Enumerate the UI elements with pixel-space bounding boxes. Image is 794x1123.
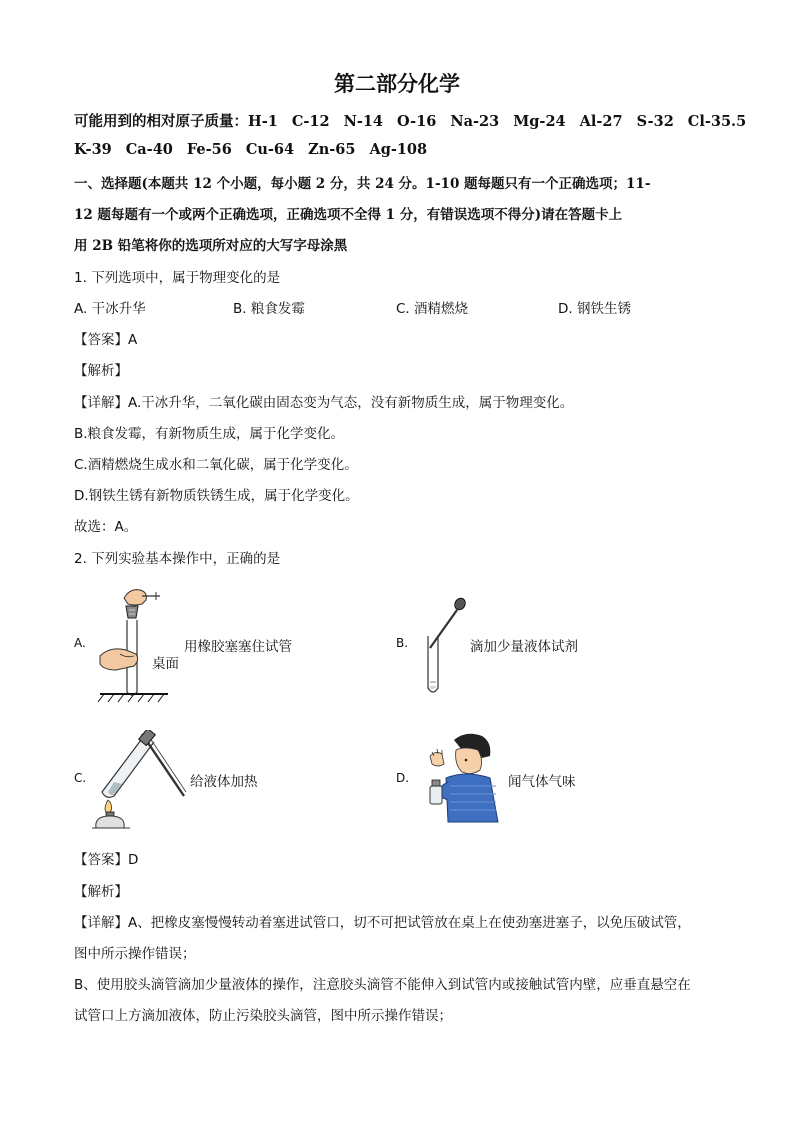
q2-detail-line: 【详解】A、把橡皮塞慢慢转动着塞进试管口，切不可把试管放在桌上在使劲塞进塞子，以免压破试管，	[74, 915, 691, 931]
atomic-mass-item: Ca-40	[125, 141, 173, 158]
section-instruction-line-3: 用 2B 铅笔将你的选项所对应的大写字母涂黑	[74, 238, 348, 254]
q1-option-c	[396, 297, 468, 317]
q1-detail-line: D.钢铁生锈有新物质铁锈生成，属于化学变化。	[74, 488, 359, 504]
option-letter: A.	[74, 301, 88, 317]
q1-detail-line: B.粮食发霉，有新物质生成，属于化学变化。	[74, 426, 345, 442]
q1-detail-line: 故选：A。	[74, 519, 138, 535]
q1-detail-line: 【详解】A.干冰升华，二氧化碳由固态变为气态，没有新物质生成，属于物理变化。	[74, 395, 574, 411]
question-2-stem: 2. 下列实验基本操作中，正确的是	[74, 551, 281, 567]
question-1-stem: 1. 下列选项中，属于物理变化的是	[74, 270, 281, 286]
atomic-mass-item: H-1	[248, 113, 278, 130]
q2-analysis-label: 【解析】	[74, 884, 128, 900]
atomic-mass-line-2	[74, 141, 441, 158]
option-letter: C.	[396, 301, 410, 317]
q2-option-a-table-label: 桌面	[152, 656, 179, 672]
q2-detail-line: 图中所示操作错误；	[74, 946, 196, 962]
heating-liquid-image	[86, 730, 190, 830]
dropper-image	[420, 596, 470, 698]
q2-option-c-letter: C.	[74, 771, 87, 785]
option-letter: B.	[233, 301, 247, 317]
atomic-mass-item: C-12	[291, 113, 330, 130]
q1-answer: 【答案】A	[74, 332, 138, 348]
atomic-mass-item: O-16	[397, 113, 437, 130]
option-letter: D.	[558, 301, 573, 317]
q1-detail-line: C.酒精燃烧生成水和二氧化碳，属于化学变化。	[74, 457, 358, 473]
atomic-mass-item: Cl-35.5	[687, 113, 747, 130]
stopper-test-tube-image	[96, 584, 186, 704]
q2-answer: 【答案】D	[74, 852, 139, 868]
page-title: 第二部分化学	[334, 71, 460, 96]
q2-detail-line: 试管口上方滴加液体，防止污染胶头滴管，图中所示操作错误；	[74, 1008, 452, 1024]
q2-option-d-letter: D.	[396, 771, 410, 785]
option-text: 干冰升华	[91, 301, 146, 317]
atomic-mass-item: S-32	[636, 113, 674, 130]
q1-analysis-label: 【解析】	[74, 363, 128, 379]
atomic-mass-item: Cu-64	[245, 141, 295, 158]
section-instruction-line-2: 12 题每题有一个或两个正确选项，正确选项不全得 1 分，有错误选项不得分)请在答题卡上	[74, 207, 623, 223]
q1-option-a	[74, 297, 146, 317]
atomic-mass-line-1	[74, 110, 746, 131]
q2-option-d-caption: 闻气体气味	[508, 774, 576, 790]
option-text: 酒精燃烧	[414, 301, 469, 317]
atomic-mass-item: Ag-108	[369, 141, 428, 158]
q1-option-d	[558, 297, 631, 317]
option-text: 钢铁生锈	[576, 301, 631, 317]
atomic-mass-item: Mg-24	[513, 113, 566, 130]
q2-option-b-caption: 滴加少量液体试剂	[470, 639, 578, 655]
q2-option-c-caption: 给液体加热	[190, 774, 258, 790]
q2-option-b-letter: B.	[396, 636, 409, 650]
atomic-mass-item: N-14	[343, 113, 384, 130]
smelling-gas-image	[426, 730, 504, 824]
option-text: 粮食发霉	[250, 301, 305, 317]
atomic-mass-item: Na-23	[450, 113, 500, 130]
q2-option-a-caption: 用橡胶塞塞住试管	[184, 639, 292, 655]
atomic-mass-label: 可能用到的相对原子质量：	[74, 113, 248, 130]
q2-detail-line: B、使用胶头滴管滴加少量液体的操作，注意胶头滴管不能伸入到试管内或接触试管内壁，应垂直悬空在	[74, 977, 691, 993]
atomic-mass-item: K-39	[74, 141, 112, 158]
atomic-mass-item: Fe-56	[186, 141, 232, 158]
q2-option-a-letter: A.	[74, 636, 86, 650]
q1-option-b	[233, 297, 305, 317]
atomic-mass-item: Al-27	[579, 113, 623, 130]
section-instruction-line-1: 一、选择题(本题共 12 个小题，每小题 2 分，共 24 分。1-10 题每题只有一个正确选项；11-	[74, 176, 651, 192]
atomic-mass-item: Zn-65	[308, 141, 356, 158]
